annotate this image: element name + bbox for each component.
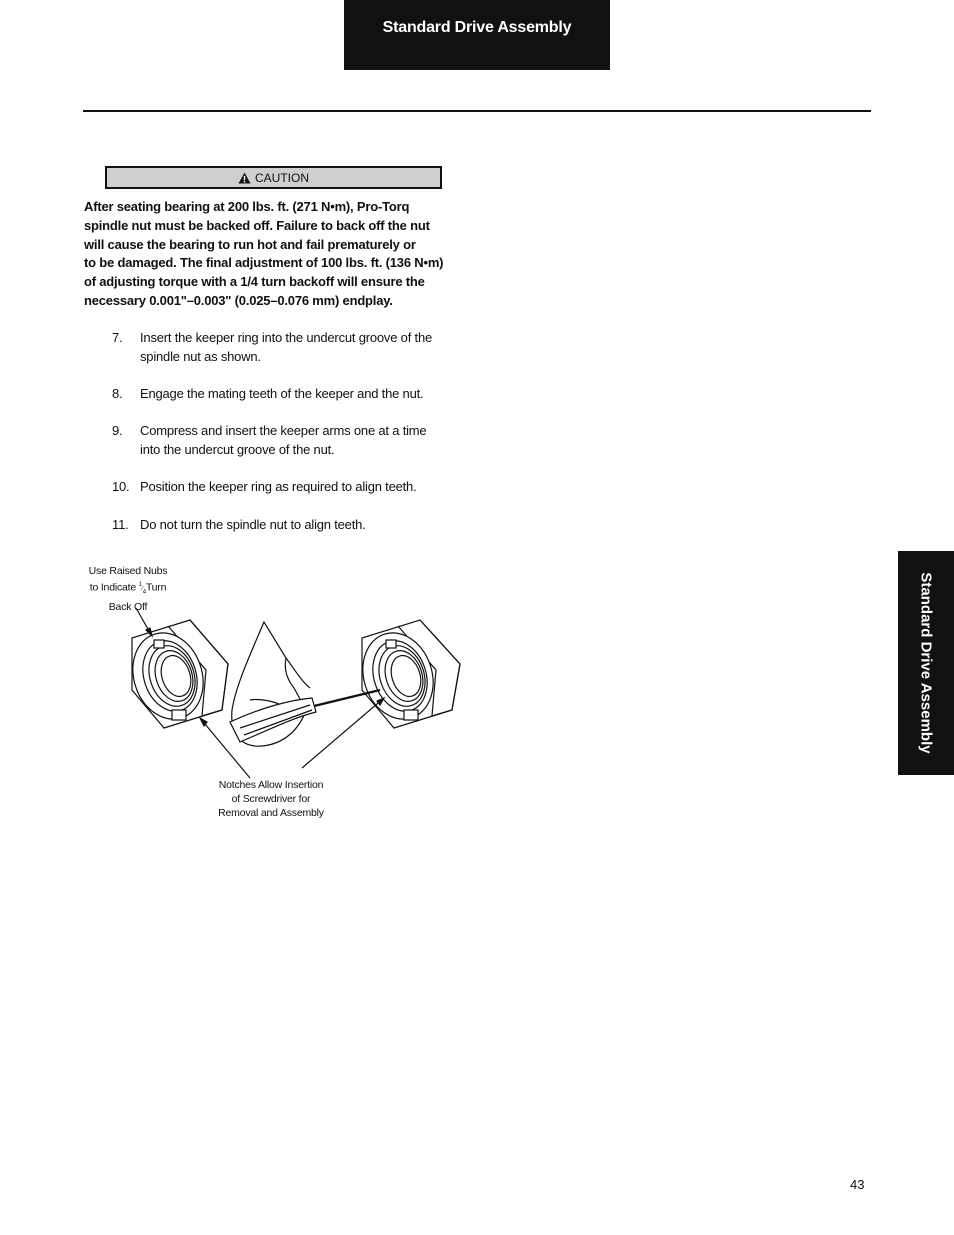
caution-line: spindle nut must be backed off. Failure to back off the nut [84,217,430,233]
callout-line: Notches Allow Insertion [218,779,324,791]
caution-label: CAUTION [255,170,309,185]
callout-line: Use Raised Nubs [88,565,168,577]
callout-line: Back Off [108,600,148,613]
caution-line: necessary 0.001"–0.003" (0.025–0.076 mm) endplay. [84,292,393,308]
callout-line: to Indicate $^1⁄_4Turn$ [89,581,167,596]
caution-banner [105,166,442,189]
step-number: 9. [112,423,123,438]
step-text: Engage the mating teeth of the keeper and the nut. [140,386,424,401]
header-rule [83,110,871,112]
callout-line: of Screwdriver for [231,793,311,805]
side-section-tab [898,551,954,775]
callout-text: Turn [145,581,167,594]
spindle-nut-drawing [80,560,480,830]
header-section-tab [344,0,610,70]
step-text: spindle nut as shown. [140,348,261,364]
callout-line: Removal and Assembly [218,807,324,819]
callout-text: to Indicate [89,581,139,594]
step-number: 8. [112,386,123,401]
page-number: 43 [850,1177,865,1192]
step-text: Position the keeper ring as required to align teeth. [140,479,417,494]
warning-triangle-icon [238,172,251,184]
side-tab-label: Standard Drive Assembly [917,572,935,754]
step-text: Insert the keeper ring into the undercut groove of the [140,330,433,345]
fraction-denominator: 4 [142,589,146,596]
step-text: Compress and insert the keeper arms one at a time [140,423,427,438]
step-text: into the undercut groove of the nut. [140,441,335,457]
keeper-ring-illustration [80,560,480,830]
caution-line: to be damaged. The final adjustment of 100 lbs. ft. (136 N•m) [84,255,444,271]
fraction-numerator: 1 [138,582,142,588]
caution-message [84,198,474,311]
header-title: Standard Drive Assembly [382,19,572,36]
step-number: 7. [112,330,123,345]
step-number: 10. [112,479,130,494]
step-text: Do not turn the spindle nut to align teeth. [140,517,366,532]
step-number: 11. [112,517,129,532]
caution-line: will cause the bearing to run hot and fail prematurely or [84,236,416,252]
caution-line: After seating bearing at 200 lbs. ft. (271 N•m), Pro-Torq [84,199,410,214]
caution-line: of adjusting torque with a 1/4 turn backoff will ensure the [84,274,425,290]
